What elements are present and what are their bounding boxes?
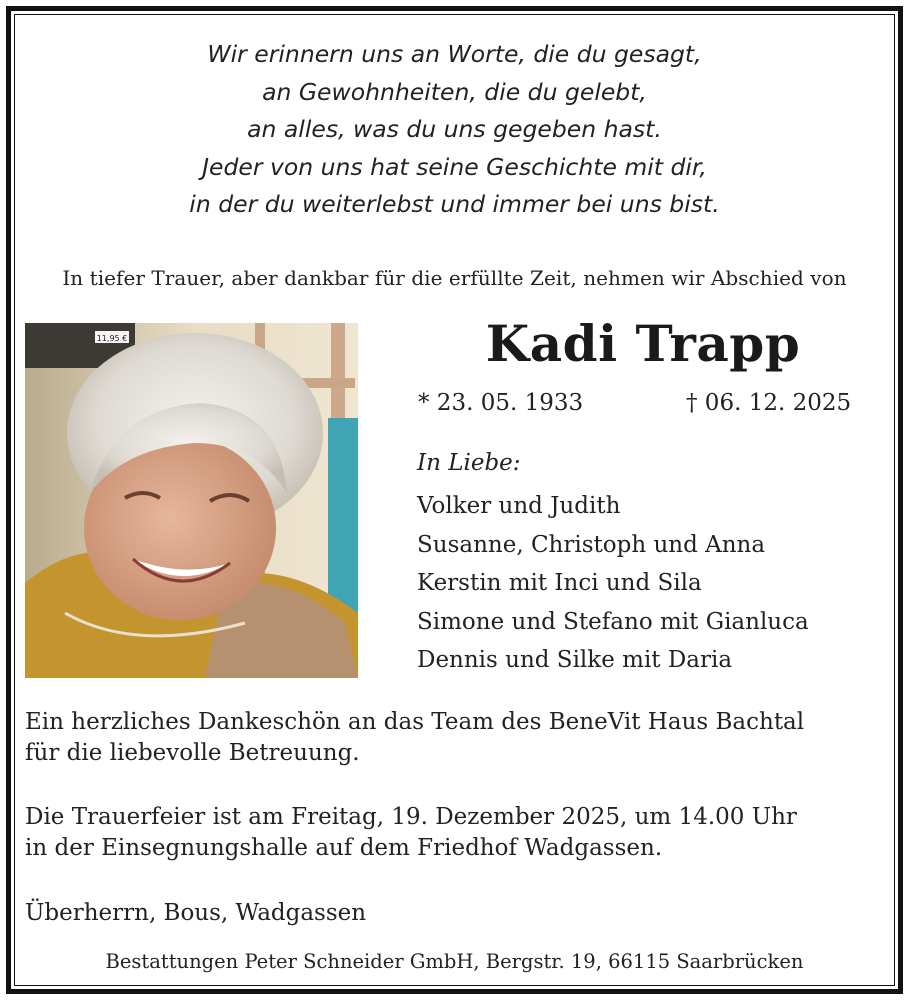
thanks-paragraph [25, 707, 804, 769]
places-text: Überherrn, Bous, Wadgassen [25, 900, 367, 926]
thanks-line: für die liebevolle Betreuung. [25, 740, 360, 766]
ceremony-paragraph [25, 802, 797, 864]
poem-line: Jeder von uns hat seine Geschichte mit dir, [202, 152, 707, 181]
ceremony-line: Die Trauerfeier ist am Freitag, 19. Dezember 2025, um 14.00 Uhr [25, 804, 797, 830]
mourner-line: Volker und Judith [417, 493, 621, 519]
portrait-photo [25, 323, 358, 678]
mourner-line: Susanne, Christoph und Anna [417, 531, 766, 558]
death-date: † 06. 12. 2025 [686, 390, 852, 416]
birth-date: * 23. 05. 1933 [418, 390, 584, 416]
mourners-heading: In Liebe: [417, 450, 521, 476]
poem-line: an Gewohnheiten, die du gelebt, [262, 77, 647, 106]
price-sign-text: 11,95 € [96, 334, 128, 343]
mourners-list [417, 487, 809, 680]
ceremony-line: in der Einsegnungshalle auf dem Friedhof Wadgassen. [25, 835, 663, 861]
mourner-line: Dennis und Silke mit Daria [417, 647, 733, 673]
poem-line: Wir erinnern uns an Worte, die du gesagt, [207, 40, 702, 68]
mourner-line: Kerstin mit Inci und Sila [417, 570, 702, 596]
poem-line: an alles, was du uns gegeben hast. [247, 115, 662, 143]
deceased-name: Kadi Trapp [485, 314, 801, 373]
poem-line: in der du weiterlebst und immer bei uns bist. [189, 190, 720, 218]
poem [0, 36, 909, 224]
thanks-line: Ein herzliches Dankeschön an das Team des BeneVit Haus Bachtal [25, 709, 805, 735]
intro-text: In tiefer Trauer, aber dankbar für die erfüllte Zeit, nehmen wir Abschied von [62, 266, 847, 290]
mourner-line: Simone und Stefano mit Gianluca [417, 608, 809, 635]
funeral-home-footer: Bestattungen Peter Schneider GmbH, Bergstr. 19, 66115 Saarbrücken [105, 950, 804, 973]
